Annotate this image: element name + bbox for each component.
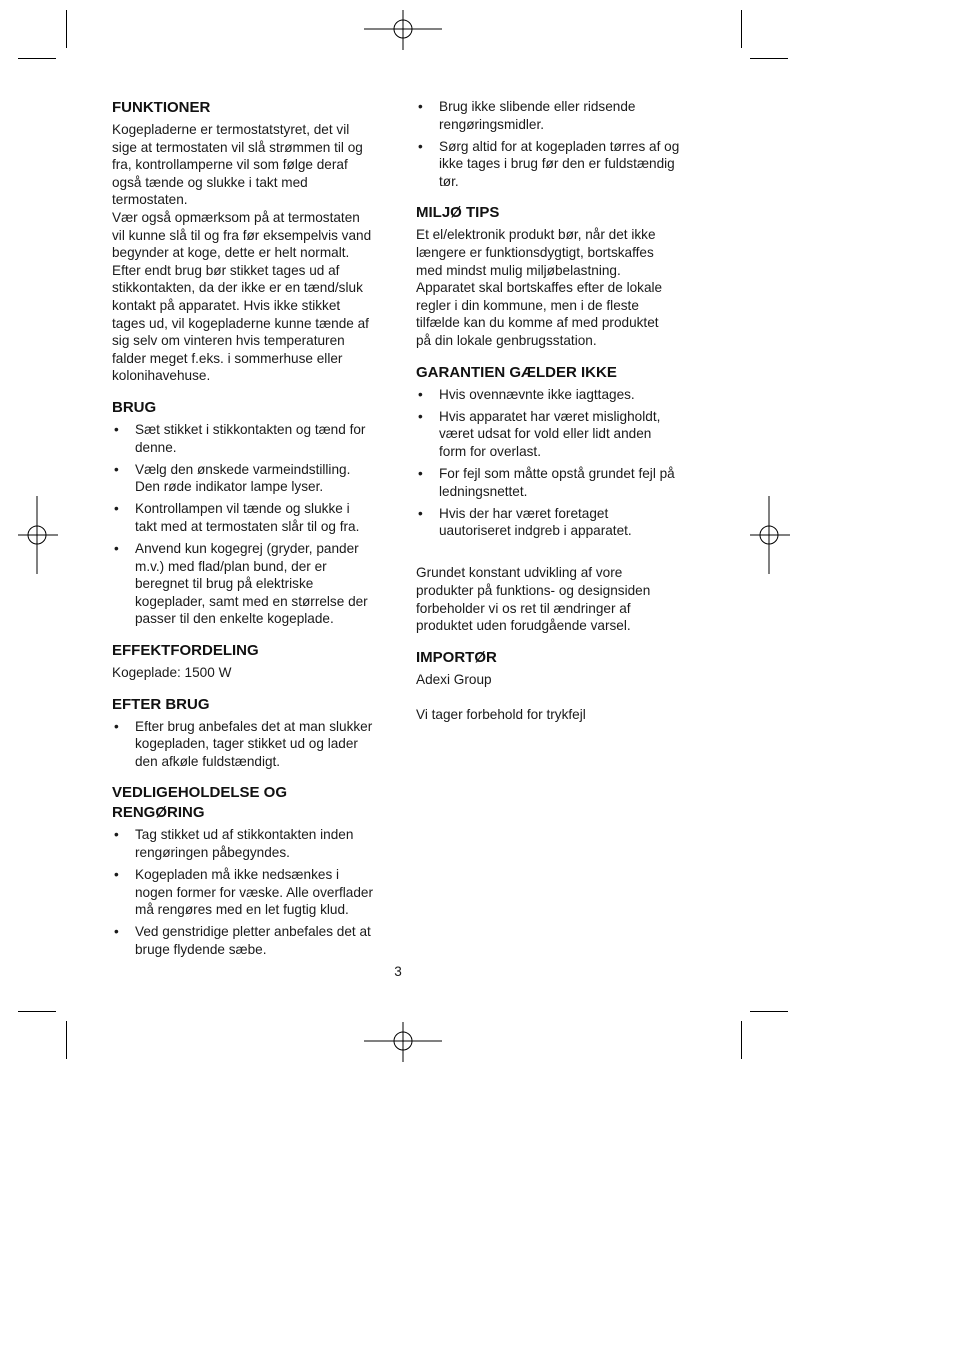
crop-mark [66, 1021, 67, 1059]
section-text: Et el/elektronik produkt bør, når det ikke længere er funktionsdygtigt, bortskaffes med mindst mulig miljøbelastning. Apparatet skal bortskaffes efter de lokale regler i din kommune, men i de fleste tilfælde kan du komme af med produktet på din lokale genbrugsstation. [416, 227, 663, 349]
list-item: • Hvis der har været foretaget uautoriseret indgreb i apparatet. [416, 505, 698, 540]
crop-mark [741, 1021, 742, 1059]
list-item: • Brug ikke slibende eller ridsende rengøringsmidler. [416, 98, 698, 133]
section-continued-cleaning [416, 98, 698, 190]
list-item: • Hvis apparatet har været misligholdt, været udsat for vold eller lidt anden form for overlast. [416, 408, 698, 461]
left-column [112, 98, 394, 971]
list-item: • Efter brug anbefales det at man slukker kogepladen, tager stikket ud og lader den afkøle fuldstændigt. [112, 718, 394, 771]
right-column [416, 98, 698, 737]
section-heading: FUNKTIONER [112, 99, 211, 116]
section-funktioner [112, 98, 394, 385]
importer-name: Adexi Group [416, 671, 492, 687]
crop-mark [66, 10, 67, 48]
bullet-list [112, 826, 394, 958]
section-heading: VEDLIGEHOLDELSE OG RENGØRING [112, 784, 288, 822]
section-importor [416, 648, 698, 724]
disclaimer-text: Vi tager forbehold for trykfejl [416, 707, 586, 723]
list-item: • Kontrollampen vil tænde og slukke i takt med at termostaten slår til og fra. [112, 500, 394, 535]
list-item: • Anvend kun kogegrej (gryder, pander m.v.) med flad/plan bund, der er beregnet til brug på elektriske kogeplader, samt med en størrelse der passer til den enkelte kogeplade. [112, 540, 394, 628]
list-item: • Vælg den ønskede varmeindstilling. Den røde indikator lampe lyser. [112, 461, 394, 496]
notice-text: Grundet konstant udvikling af vore produkter på funktions- og designsiden forbeholder vi os ret til ændringer af produktet uden forudgående varsel. [416, 565, 651, 634]
crop-mark [741, 10, 742, 48]
list-item: • Sørg altid for at kogepladen tørres af og ikke tages i brug før den er fuldstændig tør. [416, 138, 698, 191]
bullet-list [416, 98, 698, 190]
list-item: • Hvis ovennævnte ikke iagttages. [416, 386, 698, 404]
section-text: Kogeplade: 1500 W [112, 664, 232, 680]
crop-mark [18, 58, 56, 59]
registration-mark-icon [750, 496, 790, 574]
section-heading: EFTER BRUG [112, 695, 210, 713]
list-item: • Kogepladen må ikke nedsænkes i nogen former for væske. Alle overflader må rengøres med en let fugtig klud. [112, 866, 394, 919]
bullet-list [112, 421, 394, 628]
list-item: • Sæt stikket i stikkontakten og tænd for denne. [112, 421, 394, 456]
registration-mark-icon [364, 1022, 442, 1062]
crop-mark [18, 1011, 56, 1012]
section-effektfordeling [112, 641, 394, 682]
section-heading: EFFEKTFORDELING [112, 641, 259, 659]
section-miljo-tips [416, 203, 698, 349]
registration-mark-icon [18, 496, 58, 574]
bullet-list [112, 718, 394, 771]
registration-mark-icon [364, 10, 442, 50]
section-text: Kogepladerne er termostatstyret, det vil sige at termostaten vil slå strømmen til og fra, kontrollamperne vil som følge deraf også tænde og slukke i takt med termostaten. Vær også opmærksom på at termostaten vil kunne slå til og fra før eksempelvis vand begynder at koge, dette er helt normalt. Efter endt brug bør stikket tages ud af stikkontakten, da der ikke er en tænd/sluk kontakt på apparatet. Hvis ikke stikket tages ud, vil kogepladerne kunne tænde af sig selv om vinteren hvis temperaturen falder meget f.eks. i sommerhuse eller kolonihavehuse. [112, 122, 372, 384]
section-heading: MILJØ TIPS [416, 204, 500, 222]
section-brug [112, 398, 394, 628]
section-heading: IMPORTØR [416, 648, 497, 666]
bullet-list [416, 386, 698, 540]
crop-mark [750, 1011, 788, 1012]
section-efter-brug [112, 695, 394, 771]
page-number: 3 [394, 964, 402, 979]
list-item: • For fejl som måtte opstå grundet fejl på ledningsnettet. [416, 465, 698, 500]
crop-mark [750, 58, 788, 59]
list-item: • Tag stikket ud af stikkontakten inden rengøringen påbegyndes. [112, 826, 394, 861]
section-heading: GARANTIEN GÆLDER IKKE [416, 363, 617, 381]
section-heading: BRUG [112, 398, 157, 416]
section-vedligeholdelse [112, 783, 394, 958]
section-garanti [416, 363, 698, 635]
list-item: • Ved genstridige pletter anbefales det at bruge flydende sæbe. [112, 923, 394, 958]
